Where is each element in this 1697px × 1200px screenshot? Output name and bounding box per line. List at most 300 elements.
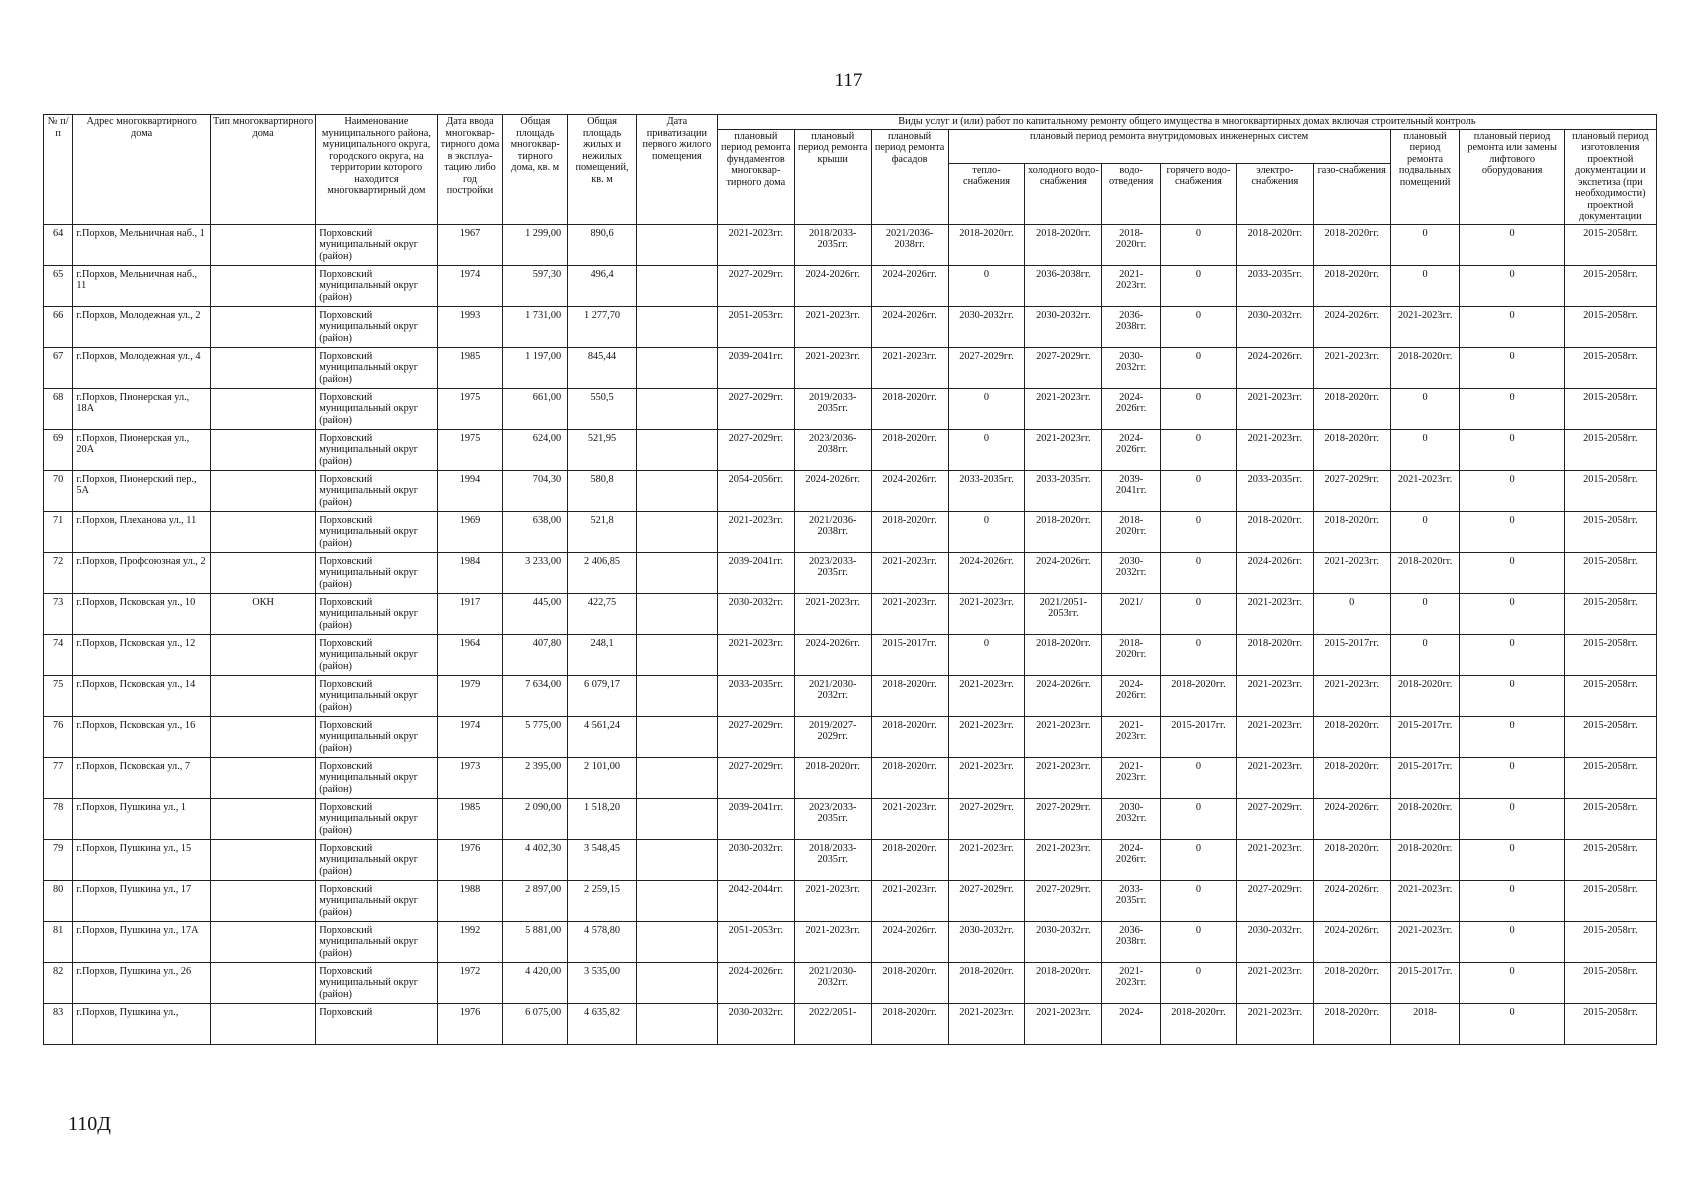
district-cell: Порховский муниципальный округ (район) <box>316 470 437 511</box>
roof-cell: 2023/2036-2038гг. <box>794 429 871 470</box>
foundation-cell: 2030-2032гг. <box>717 593 794 634</box>
cold-water-cell: 2027-2029гг. <box>1025 880 1102 921</box>
basement-cell: 2021-2023гг. <box>1390 306 1460 347</box>
header-district: Наименование муниципального района, муниципального округа, городского округа, на территории которого находится многоквартирный дом <box>316 115 437 225</box>
electric-cell: 2021-2023гг. <box>1236 675 1313 716</box>
roof-cell: 2021-2023гг. <box>794 880 871 921</box>
row-number: 68 <box>44 388 73 429</box>
hot-water-cell: 0 <box>1161 265 1237 306</box>
facade-cell: 2018-2020гг. <box>871 675 948 716</box>
header-type: Тип многоквартирного дома <box>210 115 315 225</box>
hot-water-cell: 0 <box>1161 552 1237 593</box>
gas-cell: 2018-2020гг. <box>1313 1003 1390 1044</box>
district-cell: Порховский муниципальный округ (район) <box>316 265 437 306</box>
district-cell: Порховский <box>316 1003 437 1044</box>
privatization-cell <box>636 429 717 470</box>
living-area-cell: 2 259,15 <box>568 880 637 921</box>
address-cell: г.Порхов, Пушкина ул., 17А <box>73 921 211 962</box>
district-cell: Порховский муниципальный округ (район) <box>316 347 437 388</box>
privatization-cell <box>636 757 717 798</box>
address-cell: г.Порхов, Плеханова ул., 11 <box>73 511 211 552</box>
sewer-cell: 2024- <box>1102 1003 1161 1044</box>
basement-cell: 0 <box>1390 388 1460 429</box>
facade-cell: 2018-2020гг. <box>871 962 948 1003</box>
gas-cell: 2018-2020гг. <box>1313 716 1390 757</box>
hot-water-cell: 0 <box>1161 757 1237 798</box>
type-cell <box>210 265 315 306</box>
row-number: 81 <box>44 921 73 962</box>
district-cell: Порховский муниципальный округ (район) <box>316 675 437 716</box>
heat-cell: 2021-2023гг. <box>948 593 1025 634</box>
address-cell: г.Порхов, Пионерский пер., 5А <box>73 470 211 511</box>
project-docs-cell: 2015-2058гг. <box>1564 429 1656 470</box>
foundation-cell: 2039-2041гг. <box>717 347 794 388</box>
project-docs-cell: 2015-2058гг. <box>1564 716 1656 757</box>
foundation-cell: 2027-2029гг. <box>717 716 794 757</box>
header-gas: газо-снабжения <box>1313 163 1390 224</box>
electric-cell: 2021-2023гг. <box>1236 388 1313 429</box>
project-docs-cell: 2015-2058гг. <box>1564 224 1656 265</box>
year-cell: 1994 <box>437 470 503 511</box>
privatization-cell <box>636 265 717 306</box>
roof-cell: 2021-2023гг. <box>794 306 871 347</box>
cold-water-cell: 2018-2020гг. <box>1025 224 1102 265</box>
foundation-cell: 2024-2026гг. <box>717 962 794 1003</box>
roof-cell: 2021/2036-2038гг. <box>794 511 871 552</box>
table-row <box>44 921 1657 962</box>
roof-cell: 2024-2026гг. <box>794 470 871 511</box>
project-docs-cell: 2015-2058гг. <box>1564 347 1656 388</box>
address-cell: г.Порхов, Пушкина ул., 26 <box>73 962 211 1003</box>
facade-cell: 2018-2020гг. <box>871 839 948 880</box>
gas-cell: 2018-2020гг. <box>1313 265 1390 306</box>
elevator-cell: 0 <box>1460 880 1564 921</box>
basement-cell: 2018-2020гг. <box>1390 839 1460 880</box>
sewer-cell: 2033-2035гг. <box>1102 880 1161 921</box>
heat-cell: 2021-2023гг. <box>948 1003 1025 1044</box>
address-cell: г.Порхов, Псковская ул., 7 <box>73 757 211 798</box>
project-docs-cell: 2015-2058гг. <box>1564 675 1656 716</box>
privatization-cell <box>636 634 717 675</box>
heat-cell: 0 <box>948 511 1025 552</box>
table-row <box>44 634 1657 675</box>
foundation-cell: 2042-2044гг. <box>717 880 794 921</box>
sewer-cell: 2021/ <box>1102 593 1161 634</box>
basement-cell: 0 <box>1390 224 1460 265</box>
total-area-cell: 661,00 <box>503 388 568 429</box>
row-number: 71 <box>44 511 73 552</box>
hot-water-cell: 2018-2020гг. <box>1161 1003 1237 1044</box>
table-body <box>44 224 1657 1044</box>
roof-cell: 2019/2027-2029гг. <box>794 716 871 757</box>
year-cell: 1976 <box>437 839 503 880</box>
electric-cell: 2021-2023гг. <box>1236 1003 1313 1044</box>
table-row <box>44 675 1657 716</box>
foundation-cell: 2021-2023гг. <box>717 634 794 675</box>
row-number: 77 <box>44 757 73 798</box>
year-cell: 1967 <box>437 224 503 265</box>
project-docs-cell: 2015-2058гг. <box>1564 265 1656 306</box>
table-row <box>44 224 1657 265</box>
elevator-cell: 0 <box>1460 265 1564 306</box>
basement-cell: 0 <box>1390 593 1460 634</box>
facade-cell: 2018-2020гг. <box>871 757 948 798</box>
header-elevator: плановый период ремонта или замены лифтового оборудования <box>1460 129 1564 224</box>
roof-cell: 2018/2033-2035гг. <box>794 224 871 265</box>
gas-cell: 2015-2017гг. <box>1313 634 1390 675</box>
foundation-cell: 2039-2041гг. <box>717 552 794 593</box>
roof-cell: 2024-2026гг. <box>794 265 871 306</box>
living-area-cell: 580,8 <box>568 470 637 511</box>
privatization-cell <box>636 880 717 921</box>
electric-cell: 2021-2023гг. <box>1236 593 1313 634</box>
district-cell: Порховский муниципальный округ (район) <box>316 552 437 593</box>
heat-cell: 2033-2035гг. <box>948 470 1025 511</box>
elevator-cell: 0 <box>1460 552 1564 593</box>
facade-cell: 2018-2020гг. <box>871 429 948 470</box>
electric-cell: 2018-2020гг. <box>1236 511 1313 552</box>
year-cell: 1976 <box>437 1003 503 1044</box>
cold-water-cell: 2024-2026гг. <box>1025 675 1102 716</box>
electric-cell: 2021-2023гг. <box>1236 716 1313 757</box>
cold-water-cell: 2030-2032гг. <box>1025 306 1102 347</box>
hot-water-cell: 0 <box>1161 798 1237 839</box>
header-basement: плановый период ремонта подвальных помещений <box>1390 129 1460 224</box>
sewer-cell: 2036-2038гг. <box>1102 306 1161 347</box>
table-row <box>44 839 1657 880</box>
cold-water-cell: 2027-2029гг. <box>1025 347 1102 388</box>
heat-cell: 2018-2020гг. <box>948 224 1025 265</box>
basement-cell: 0 <box>1390 511 1460 552</box>
sewer-cell: 2024-2026гг. <box>1102 388 1161 429</box>
basement-cell: 2018- <box>1390 1003 1460 1044</box>
hot-water-cell: 0 <box>1161 634 1237 675</box>
type-cell <box>210 921 315 962</box>
address-cell: г.Порхов, Молодежная ул., 4 <box>73 347 211 388</box>
district-cell: Порховский муниципальный округ (район) <box>316 511 437 552</box>
privatization-cell <box>636 798 717 839</box>
basement-cell: 0 <box>1390 634 1460 675</box>
electric-cell: 2033-2035гг. <box>1236 470 1313 511</box>
hot-water-cell: 0 <box>1161 388 1237 429</box>
district-cell: Порховский муниципальный округ (район) <box>316 798 437 839</box>
total-area-cell: 2 090,00 <box>503 798 568 839</box>
district-cell: Порховский муниципальный округ (район) <box>316 921 437 962</box>
heat-cell: 2030-2032гг. <box>948 306 1025 347</box>
gas-cell: 2018-2020гг. <box>1313 511 1390 552</box>
year-cell: 1974 <box>437 716 503 757</box>
privatization-cell <box>636 224 717 265</box>
table-row <box>44 470 1657 511</box>
total-area-cell: 2 897,00 <box>503 880 568 921</box>
type-cell <box>210 675 315 716</box>
year-cell: 1979 <box>437 675 503 716</box>
hot-water-cell: 0 <box>1161 962 1237 1003</box>
address-cell: г.Порхов, Псковская ул., 16 <box>73 716 211 757</box>
type-cell <box>210 798 315 839</box>
foundation-cell: 2039-2041гг. <box>717 798 794 839</box>
living-area-cell: 2 101,00 <box>568 757 637 798</box>
total-area-cell: 3 233,00 <box>503 552 568 593</box>
year-cell: 1975 <box>437 388 503 429</box>
sewer-cell: 2039-2041гг. <box>1102 470 1161 511</box>
heat-cell: 2021-2023гг. <box>948 675 1025 716</box>
table-row <box>44 757 1657 798</box>
roof-cell: 2024-2026гг. <box>794 634 871 675</box>
total-area-cell: 704,30 <box>503 470 568 511</box>
type-cell <box>210 306 315 347</box>
facade-cell: 2021-2023гг. <box>871 552 948 593</box>
sewer-cell: 2024-2026гг. <box>1102 429 1161 470</box>
hot-water-cell: 0 <box>1161 429 1237 470</box>
sewer-cell: 2018-2020гг. <box>1102 634 1161 675</box>
project-docs-cell: 2015-2058гг. <box>1564 306 1656 347</box>
row-number: 64 <box>44 224 73 265</box>
foundation-cell: 2030-2032гг. <box>717 839 794 880</box>
foundation-cell: 2027-2029гг. <box>717 429 794 470</box>
gas-cell: 2018-2020гг. <box>1313 757 1390 798</box>
year-cell: 1973 <box>437 757 503 798</box>
privatization-cell <box>636 306 717 347</box>
basement-cell: 2015-2017гг. <box>1390 757 1460 798</box>
gas-cell: 0 <box>1313 593 1390 634</box>
row-number: 70 <box>44 470 73 511</box>
address-cell: г.Порхов, Пушкина ул., 17 <box>73 880 211 921</box>
electric-cell: 2021-2023гг. <box>1236 429 1313 470</box>
cold-water-cell: 2018-2020гг. <box>1025 962 1102 1003</box>
header-electric: электро-снабжения <box>1236 163 1313 224</box>
type-cell: ОКН <box>210 593 315 634</box>
table-row <box>44 1003 1657 1044</box>
cold-water-cell: 2024-2026гг. <box>1025 552 1102 593</box>
living-area-cell: 521,95 <box>568 429 637 470</box>
hot-water-cell: 0 <box>1161 880 1237 921</box>
gas-cell: 2018-2020гг. <box>1313 839 1390 880</box>
elevator-cell: 0 <box>1460 347 1564 388</box>
heat-cell: 2021-2023гг. <box>948 839 1025 880</box>
foundation-cell: 2054-2056гг. <box>717 470 794 511</box>
hot-water-cell: 0 <box>1161 839 1237 880</box>
project-docs-cell: 2015-2058гг. <box>1564 839 1656 880</box>
cold-water-cell: 2021/2051-2053гг. <box>1025 593 1102 634</box>
hot-water-cell: 0 <box>1161 470 1237 511</box>
facade-cell: 2024-2026гг. <box>871 470 948 511</box>
header-living-area: Общая площадь жилых и нежилых помещений, кв. м <box>568 115 637 225</box>
row-number: 67 <box>44 347 73 388</box>
facade-cell: 2021-2023гг. <box>871 593 948 634</box>
total-area-cell: 5 775,00 <box>503 716 568 757</box>
gas-cell: 2027-2029гг. <box>1313 470 1390 511</box>
heat-cell: 0 <box>948 265 1025 306</box>
privatization-cell <box>636 839 717 880</box>
electric-cell: 2021-2023гг. <box>1236 839 1313 880</box>
table-row <box>44 429 1657 470</box>
district-cell: Порховский муниципальный округ (район) <box>316 224 437 265</box>
sewer-cell: 2030-2032гг. <box>1102 798 1161 839</box>
header-works: Виды услуг и (или) работ по капитальному ремонту общего имущества в многоквартирных домах включая строительный контроль <box>717 115 1656 130</box>
hot-water-cell: 0 <box>1161 921 1237 962</box>
gas-cell: 2024-2026гг. <box>1313 306 1390 347</box>
elevator-cell: 0 <box>1460 634 1564 675</box>
total-area-cell: 445,00 <box>503 593 568 634</box>
electric-cell: 2018-2020гг. <box>1236 634 1313 675</box>
elevator-cell: 0 <box>1460 224 1564 265</box>
project-docs-cell: 2015-2058гг. <box>1564 880 1656 921</box>
roof-cell: 2022/2051- <box>794 1003 871 1044</box>
type-cell <box>210 634 315 675</box>
living-area-cell: 4 561,24 <box>568 716 637 757</box>
roof-cell: 2021/2030-2032гг. <box>794 675 871 716</box>
elevator-cell: 0 <box>1460 921 1564 962</box>
facade-cell: 2021-2023гг. <box>871 880 948 921</box>
district-cell: Порховский муниципальный округ (район) <box>316 839 437 880</box>
total-area-cell: 7 634,00 <box>503 675 568 716</box>
basement-cell: 0 <box>1390 429 1460 470</box>
elevator-cell: 0 <box>1460 429 1564 470</box>
basement-cell: 2021-2023гг. <box>1390 470 1460 511</box>
facade-cell: 2018-2020гг. <box>871 388 948 429</box>
facade-cell: 2024-2026гг. <box>871 265 948 306</box>
electric-cell: 2027-2029гг. <box>1236 880 1313 921</box>
row-number: 82 <box>44 962 73 1003</box>
living-area-cell: 1 277,70 <box>568 306 637 347</box>
foundation-cell: 2021-2023гг. <box>717 511 794 552</box>
year-cell: 1985 <box>437 347 503 388</box>
district-cell: Порховский муниципальный округ (район) <box>316 593 437 634</box>
total-area-cell: 2 395,00 <box>503 757 568 798</box>
gas-cell: 2021-2023гг. <box>1313 552 1390 593</box>
roof-cell: 2021-2023гг. <box>794 921 871 962</box>
heat-cell: 0 <box>948 388 1025 429</box>
facade-cell: 2018-2020гг. <box>871 511 948 552</box>
total-area-cell: 5 881,00 <box>503 921 568 962</box>
type-cell <box>210 347 315 388</box>
type-cell <box>210 429 315 470</box>
project-docs-cell: 2015-2058гг. <box>1564 798 1656 839</box>
electric-cell: 2030-2032гг. <box>1236 921 1313 962</box>
district-cell: Порховский муниципальный округ (район) <box>316 634 437 675</box>
privatization-cell <box>636 470 717 511</box>
living-area-cell: 1 518,20 <box>568 798 637 839</box>
table-row <box>44 511 1657 552</box>
basement-cell: 2021-2023гг. <box>1390 880 1460 921</box>
total-area-cell: 1 197,00 <box>503 347 568 388</box>
sewer-cell: 2024-2026гг. <box>1102 675 1161 716</box>
living-area-cell: 890,6 <box>568 224 637 265</box>
heat-cell: 0 <box>948 429 1025 470</box>
foundation-cell: 2033-2035гг. <box>717 675 794 716</box>
foundation-cell: 2030-2032гг. <box>717 1003 794 1044</box>
year-cell: 1974 <box>437 265 503 306</box>
roof-cell: 2018/2033-2035гг. <box>794 839 871 880</box>
year-cell: 1917 <box>437 593 503 634</box>
header-engineering: плановый период ремонта внутридомовых инженерных систем <box>948 129 1390 163</box>
total-area-cell: 1 731,00 <box>503 306 568 347</box>
repair-schedule-table <box>43 114 1657 1045</box>
electric-cell: 2024-2026гг. <box>1236 552 1313 593</box>
row-number: 65 <box>44 265 73 306</box>
year-cell: 1964 <box>437 634 503 675</box>
district-cell: Порховский муниципальный округ (район) <box>316 757 437 798</box>
project-docs-cell: 2015-2058гг. <box>1564 552 1656 593</box>
year-cell: 1988 <box>437 880 503 921</box>
elevator-cell: 0 <box>1460 306 1564 347</box>
table-row <box>44 265 1657 306</box>
cold-water-cell: 2036-2038гг. <box>1025 265 1102 306</box>
table-row <box>44 347 1657 388</box>
sewer-cell: 2021-2023гг. <box>1102 265 1161 306</box>
page-number: 117 <box>834 70 863 91</box>
table-row <box>44 306 1657 347</box>
living-area-cell: 6 079,17 <box>568 675 637 716</box>
roof-cell: 2018-2020гг. <box>794 757 871 798</box>
privatization-cell <box>636 716 717 757</box>
electric-cell: 2024-2026гг. <box>1236 347 1313 388</box>
address-cell: г.Порхов, Псковская ул., 12 <box>73 634 211 675</box>
gas-cell: 2018-2020гг. <box>1313 224 1390 265</box>
type-cell <box>210 470 315 511</box>
gas-cell: 2024-2026гг. <box>1313 798 1390 839</box>
living-area-cell: 3 548,45 <box>568 839 637 880</box>
table-row <box>44 962 1657 1003</box>
cold-water-cell: 2018-2020гг. <box>1025 511 1102 552</box>
facade-cell: 2021-2023гг. <box>871 347 948 388</box>
electric-cell: 2030-2032гг. <box>1236 306 1313 347</box>
cold-water-cell: 2018-2020гг. <box>1025 634 1102 675</box>
hot-water-cell: 0 <box>1161 511 1237 552</box>
elevator-cell: 0 <box>1460 593 1564 634</box>
address-cell: г.Порхов, Пушкина ул., <box>73 1003 211 1044</box>
row-number: 78 <box>44 798 73 839</box>
heat-cell: 2021-2023гг. <box>948 757 1025 798</box>
electric-cell: 2033-2035гг. <box>1236 265 1313 306</box>
electric-cell: 2027-2029гг. <box>1236 798 1313 839</box>
living-area-cell: 550,5 <box>568 388 637 429</box>
sewer-cell: 2030-2032гг. <box>1102 347 1161 388</box>
privatization-cell <box>636 388 717 429</box>
basement-cell: 2018-2020гг. <box>1390 798 1460 839</box>
address-cell: г.Порхов, Пушкина ул., 15 <box>73 839 211 880</box>
district-cell: Порховский муниципальный округ (район) <box>316 962 437 1003</box>
living-area-cell: 4 578,80 <box>568 921 637 962</box>
living-area-cell: 4 635,82 <box>568 1003 637 1044</box>
table-row <box>44 716 1657 757</box>
type-cell <box>210 880 315 921</box>
header-heat: тепло-снабжения <box>948 163 1025 224</box>
header-cold-water: холодного водо-снабжения <box>1025 163 1102 224</box>
roof-cell: 2021/2030-2032гг. <box>794 962 871 1003</box>
year-cell: 1972 <box>437 962 503 1003</box>
hot-water-cell: 0 <box>1161 306 1237 347</box>
cold-water-cell: 2027-2029гг. <box>1025 798 1102 839</box>
foundation-cell: 2021-2023гг. <box>717 224 794 265</box>
privatization-cell <box>636 593 717 634</box>
heat-cell: 2027-2029гг. <box>948 880 1025 921</box>
gas-cell: 2018-2020гг. <box>1313 388 1390 429</box>
total-area-cell: 407,80 <box>503 634 568 675</box>
heat-cell: 2030-2032гг. <box>948 921 1025 962</box>
cold-water-cell: 2021-2023гг. <box>1025 716 1102 757</box>
district-cell: Порховский муниципальный округ (район) <box>316 306 437 347</box>
foundation-cell: 2027-2029гг. <box>717 265 794 306</box>
cold-water-cell: 2033-2035гг. <box>1025 470 1102 511</box>
basement-cell: 2015-2017гг. <box>1390 962 1460 1003</box>
year-cell: 1975 <box>437 429 503 470</box>
roof-cell: 2023/2033-2035гг. <box>794 552 871 593</box>
heat-cell: 2027-2029гг. <box>948 798 1025 839</box>
electric-cell: 2018-2020гг. <box>1236 224 1313 265</box>
row-number: 80 <box>44 880 73 921</box>
